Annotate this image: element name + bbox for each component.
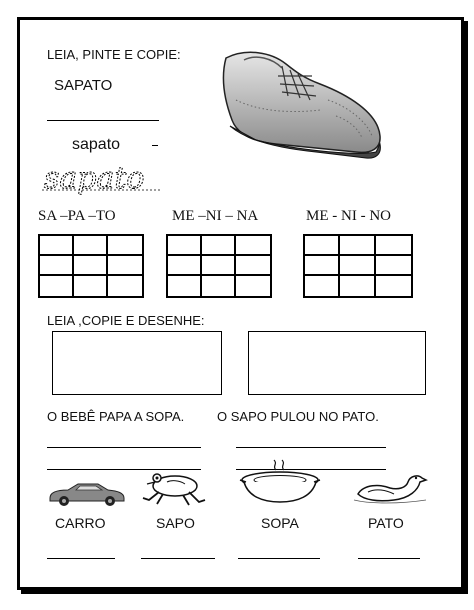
drawing-box-2[interactable] [248,331,426,395]
drawing-box-1[interactable] [52,331,222,395]
dash-mark [152,145,158,146]
copy-line-pato[interactable] [358,558,420,559]
instruction-read-paint-copy: LEIA, PINTE E COPIE: [47,47,181,62]
syllable-grid-sapato[interactable] [38,234,144,298]
sentence-1-line-1[interactable] [47,447,201,448]
copy-line-sapo[interactable] [141,558,215,559]
sentence-1: O BEBÊ PAPA A SOPA. [47,409,185,424]
syllables-menino: ME - NI - NO [306,208,391,224]
car-icon [46,480,128,508]
soup-bowl-icon [238,458,324,504]
cursive-word [42,160,172,202]
syllables-sapato: SA –PA –TO [38,208,116,224]
picture-label-sopa: SOPA [261,515,299,531]
word-lowercase: sapato [72,136,121,153]
shoe-icon [216,40,386,172]
syllable-grid-menino[interactable] [303,234,413,298]
frog-icon [139,468,209,506]
picture-label-pato: PATO [368,515,404,531]
picture-label-carro: CARRO [55,515,106,531]
copy-line-1[interactable] [47,120,159,121]
word-uppercase: SAPATO [54,77,113,94]
instruction-read-copy-draw: LEIA ,COPIE E DESENHE: [47,313,205,328]
copy-line-sopa[interactable] [238,558,320,559]
syllables-menina: ME –NI – NA [172,208,259,224]
picture-label-sapo: SAPO [156,515,195,531]
sentence-2: O SAPO PULOU NO PATO. [217,409,379,424]
syllable-grid-menina[interactable] [166,234,272,298]
svg-text:sapato: sapato [44,161,145,196]
duck-icon [350,470,428,504]
copy-line-carro[interactable] [47,558,115,559]
sentence-2-line-1[interactable] [236,447,386,448]
